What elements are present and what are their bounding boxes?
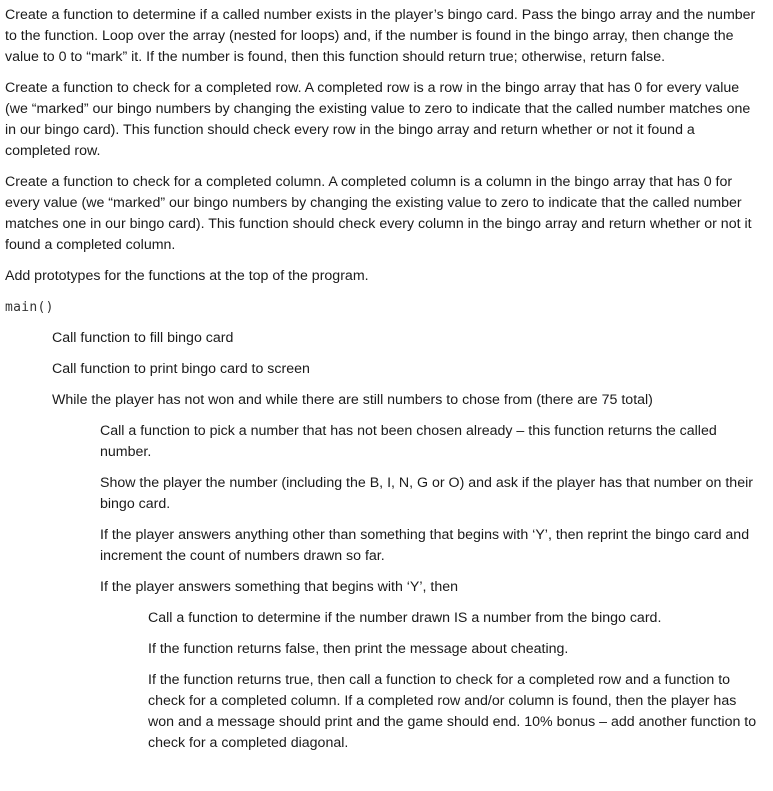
step-answer-not-y: If the player answers anything other than something that begins with ‘Y’, then reprint the bingo card and increment the count of numbers drawn so far. (100, 527, 750, 564)
step-pick-number: Call a function to pick a number that has not been chosen already – this function returns the called number. (100, 423, 717, 460)
document-page (5, 5, 760, 764)
paragraph-completed-column: Create a function to check for a completed column. A completed column is a column in the bingo array that has 0 for every value (we “marked” our bingo numbers by changing the existing value to zero to indicate that the called number matches one in our bingo card). This function should check every column in the bingo array and return whether or not it found a completed column. (5, 174, 752, 253)
step-determine-number: Call a function to determine if the number drawn IS a number from the bingo card. (148, 610, 662, 626)
step-while-loop: While the player has not won and while there are still numbers to chose from (there are 75 total) (52, 392, 653, 408)
step-show-number: Show the player the number (including the B, I, N, G or O) and ask if the player has that number on their bingo card. (100, 475, 753, 512)
step-print-card: Call function to print bingo card to screen (52, 361, 310, 377)
paragraph-number-exists: Create a function to determine if a called number exists in the player’s bingo card. Pass the bingo array and the number to the function. Loop over the array (nested for loops) and, if the number is found in the bingo array, then change the value to 0 to “mark” it. If the number is found, then this function should return true; otherwise, return false. (5, 7, 756, 65)
step-fill-card: Call function to fill bingo card (52, 330, 234, 346)
step-true-case: If the function returns true, then call a function to check for a completed row and a function to check for a completed column. If a completed row and/or column is found, then the player has won and a message should print and the game should end. 10% bonus – add another function to check for a completed diagonal. (148, 672, 757, 751)
paragraph-prototypes: Add prototypes for the functions at the top of the program. (5, 268, 369, 284)
main-label: main() (5, 300, 54, 315)
step-answer-y: If the player answers something that begins with ‘Y’, then (100, 579, 459, 595)
step-false-case: If the function returns false, then print the message about cheating. (148, 641, 569, 657)
paragraph-completed-row: Create a function to check for a completed row. A completed row is a row in the bingo array that has 0 for every value (we “marked” our bingo numbers by changing the existing value to zero to indicate that the called number matches one in our bingo card). This function should check every row in the bingo array and return whether or not it found a completed row. (5, 80, 751, 159)
